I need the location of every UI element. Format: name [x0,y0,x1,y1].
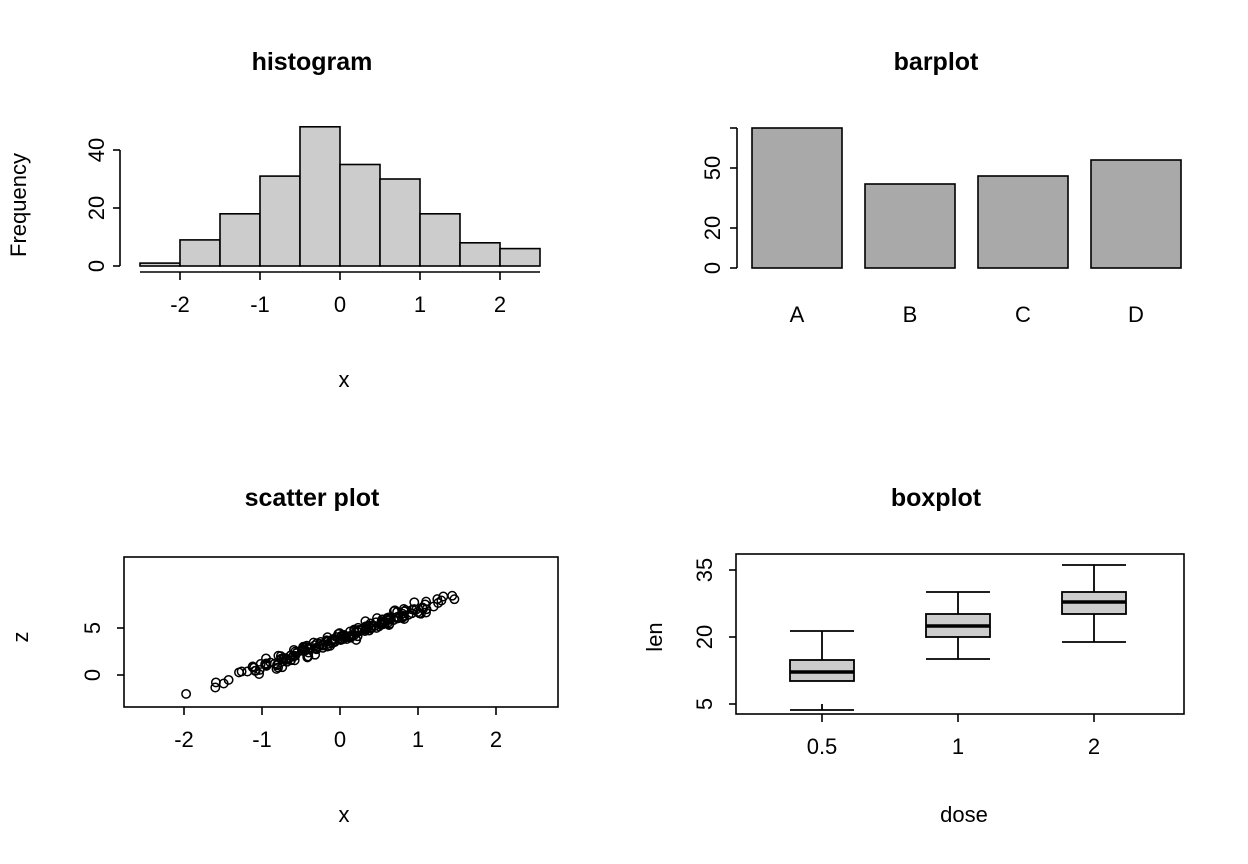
histogram-xlabel: x [338,367,350,392]
barplot-ytick-20: 20 [700,215,725,241]
scatter-ytick-5: 5 [80,621,105,635]
boxplot-title: boxplot [890,484,982,512]
scatter-xtick-2: 2 [489,727,503,752]
histogram-bars [140,127,540,266]
histogram-xtick-1: 1 [413,292,427,317]
histogram-xtick--2: -2 [170,292,190,317]
panel-scatter [0,432,624,864]
boxplot-xtick-1: 1 [951,734,965,759]
scatter-points [182,592,459,699]
panel-boxplot [624,432,1248,864]
histogram-xtick-0: 0 [333,292,347,317]
scatter-ytick-0: 0 [80,668,105,682]
barplot-xtick-B: B [902,302,918,327]
scatter-xtick--2: -2 [174,727,194,752]
barplot-xtick-D: D [1128,302,1144,327]
barplot-xtick-C: C [1015,302,1031,327]
histogram-xtick--1: -1 [250,292,270,317]
boxplot-ytick-5: 5 [692,697,717,711]
bar-C [978,176,1068,268]
scatter-ylabel: z [8,631,33,643]
boxplot-xtick-2: 2 [1087,734,1101,759]
histogram-ytick-40: 40 [84,137,109,163]
histogram-title: histogram [251,48,373,76]
boxplot-ytick-35: 35 [692,557,717,583]
boxplot-ylabel: len [642,622,667,652]
bar-D [1091,160,1181,268]
panel-barplot [624,0,1248,432]
box-0.5 [790,631,854,710]
bar-B [865,184,955,268]
scatter-xlabel: x [338,802,350,827]
boxplot-boxes [790,565,1126,710]
box-2 [1062,565,1126,642]
box-1 [926,592,990,659]
barplot-ytick-50: 50 [700,155,725,181]
boxplot-xtick-0.5: 0.5 [806,734,838,759]
bar-A [752,128,842,268]
boxplot-ytick-20: 20 [692,624,717,650]
boxplot-xlabel: dose [940,802,988,827]
scatter-title: scatter plot [244,484,380,512]
scatter-xtick-0: 0 [333,727,347,752]
histogram-ytick-0: 0 [84,259,109,273]
scatter-xtick--1: -1 [252,727,272,752]
barplot-ytick-0: 0 [700,261,725,275]
histogram-xtick-2: 2 [493,292,507,317]
scatter-xtick-1: 1 [411,727,425,752]
histogram-ylabel: Frequency [6,153,31,257]
barplot-title: barplot [893,48,979,76]
barplot-bars [752,128,1181,268]
histogram-ytick-20: 20 [84,195,109,221]
panel-histogram [0,0,624,432]
barplot-xtick-A: A [789,302,805,327]
